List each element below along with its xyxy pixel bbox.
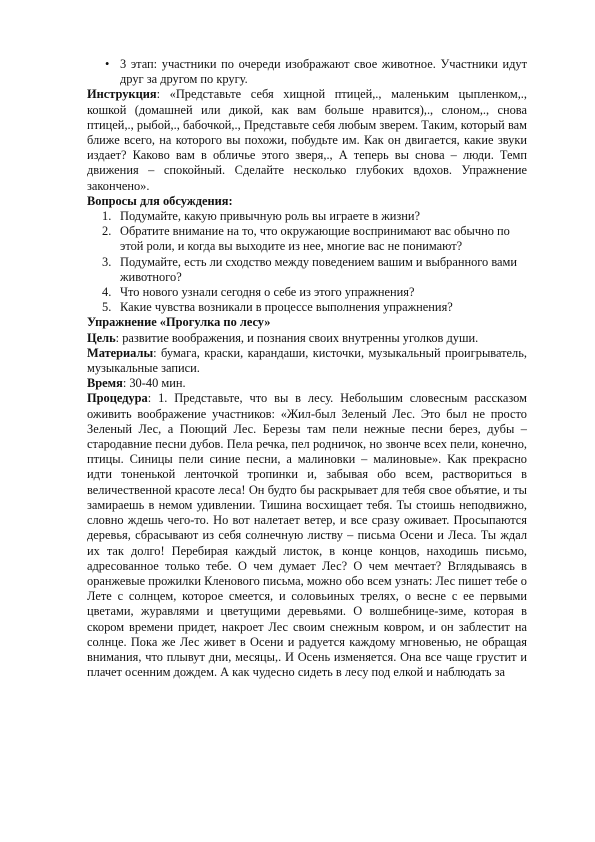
list-item-text: Что нового узнали сегодня о себе из этого упражнения?	[120, 285, 415, 300]
bullet-icon: •	[105, 57, 110, 71]
instruction-label: Инструкция	[87, 87, 157, 102]
time-paragraph	[87, 376, 527, 391]
list-item-text: Обратите внимание на то, что окружающие воспринимают вас обычно по этой роли, и когда вы выходите из нее, многие вас не понимают?	[120, 224, 510, 254]
list-item	[87, 300, 527, 315]
stage3-bullet-item	[87, 57, 527, 87]
list-item	[87, 285, 527, 300]
list-item-text: Какие чувства возникали в процессе выполнения упражнения?	[120, 300, 453, 315]
instruction-text: : «Представьте себя хищной птицей,., маленьким цыпленком,., кошкой (домашней или дикой, как вам больше нравится),., слоном,., снова птицей,., рыбой,., бабочкой,., Представьте себя любым зверем. Таким, который вам ближе всего, на которого вы похожи, побудьте им. Как он двигается, какие звуки издает? Каково вам в обличье этого зверя,., А теперь вы снова – люди. Темп движения – спокойный. Сделайте несколько глубоких вдохов. Упражнение закончено».	[87, 87, 527, 193]
list-item	[87, 255, 527, 285]
list-item-text: Подумайте, какую привычную роль вы играете в жизни?	[120, 209, 421, 224]
materials-label: Материалы	[87, 345, 154, 360]
time-text: : 30-40 мин.	[122, 376, 186, 391]
list-item-number: 3.	[102, 254, 112, 269]
instruction-paragraph	[87, 87, 527, 193]
goal-label: Цель	[87, 330, 116, 345]
discussion-heading-text: Вопросы для обсуждения:	[87, 193, 233, 208]
time-label: Время	[87, 376, 123, 391]
list-item-number: 2.	[102, 224, 112, 239]
goal-paragraph	[87, 331, 527, 346]
page-content	[87, 57, 527, 680]
procedure-text: : 1. Представьте, что вы в лесу. Небольшим словесным рассказом оживить воображение участников: «Жил-был Зеленый Лес. Это был не просто Зеленый Лес, а Поющий Лес. Березы там пели нежные песни берез, дубы – стародавние песни дубов. Пела речка, пел родничок, но звонче всех пели, конечно, птицы. Синицы пели синие песни, а малиновки – малиновые». Как прекрасно идти тоненькой ленточкой тропинки и, забывая обо всем, раствориться в величественной красоте леса! Он будто бы раскрывает для тебя свое объятие, и ты замираешь в немом удивлении. Тишина восхищает тебя. Ты стоишь неподвижно, словно ждешь чего-то. Но вот налетает ветер, и все сразу оживает. Просыпаются деревья, сбрасывают из себя солнечную листву – письма Осени и Леса. Ты ждал их так долго! Перебирая каждый листок, в конце концов, находишь письмо, адресованное только тебе. О чем думает Лес? О чем мечтает? Вглядываясь в оранжевые прожилки Кленового письма, можно обо всем узнать: Лес пишет тебе о Лете с солнцем, которое смеется, и соловьиных трелях, о весне с ее первыми цветами, журавлями и цветущими деревьями. О волшебнице-зиме, которая в скором времени придет, накроет Лес своим снежным ковром, и он заблестит на солнце. Пока же Лес живет в Осени и радуется каждому мгновенью, не обращая внимания, что плывут дни, месяцы,. И Осень изменяется. Она все чаще грустит и плачет осенним дождем. А как чудесно сидеть в лесу под елкой и наблюдать за	[87, 391, 527, 680]
materials-text: : бумага, краски, карандаши, кисточки, музыкальный проигрыватель, музыкальные записи.	[87, 345, 527, 376]
exercise-title	[87, 315, 527, 330]
stage3-text: 3 этап: участники по очереди изображают свое животное. Участники идут друг за другом по кругу.	[120, 57, 527, 87]
list-item-number: 1.	[102, 209, 112, 224]
discussion-heading	[87, 194, 527, 209]
list-item	[87, 224, 527, 254]
list-item-number: 4.	[102, 285, 112, 300]
list-item-number: 5.	[102, 300, 112, 315]
materials-paragraph	[87, 346, 527, 376]
goal-text: : развитие воображения, и познания своих внутренны уголков души.	[115, 330, 479, 345]
exercise-title-text: Упражнение «Прогулка по лесу»	[87, 315, 271, 330]
procedure-label: Процедура	[87, 391, 148, 406]
procedure-paragraph	[87, 391, 527, 680]
discussion-list	[87, 209, 527, 315]
list-item-text: Подумайте, есть ли сходство между поведением вашим и выбранного вами животного?	[120, 254, 518, 284]
list-item	[87, 209, 527, 224]
